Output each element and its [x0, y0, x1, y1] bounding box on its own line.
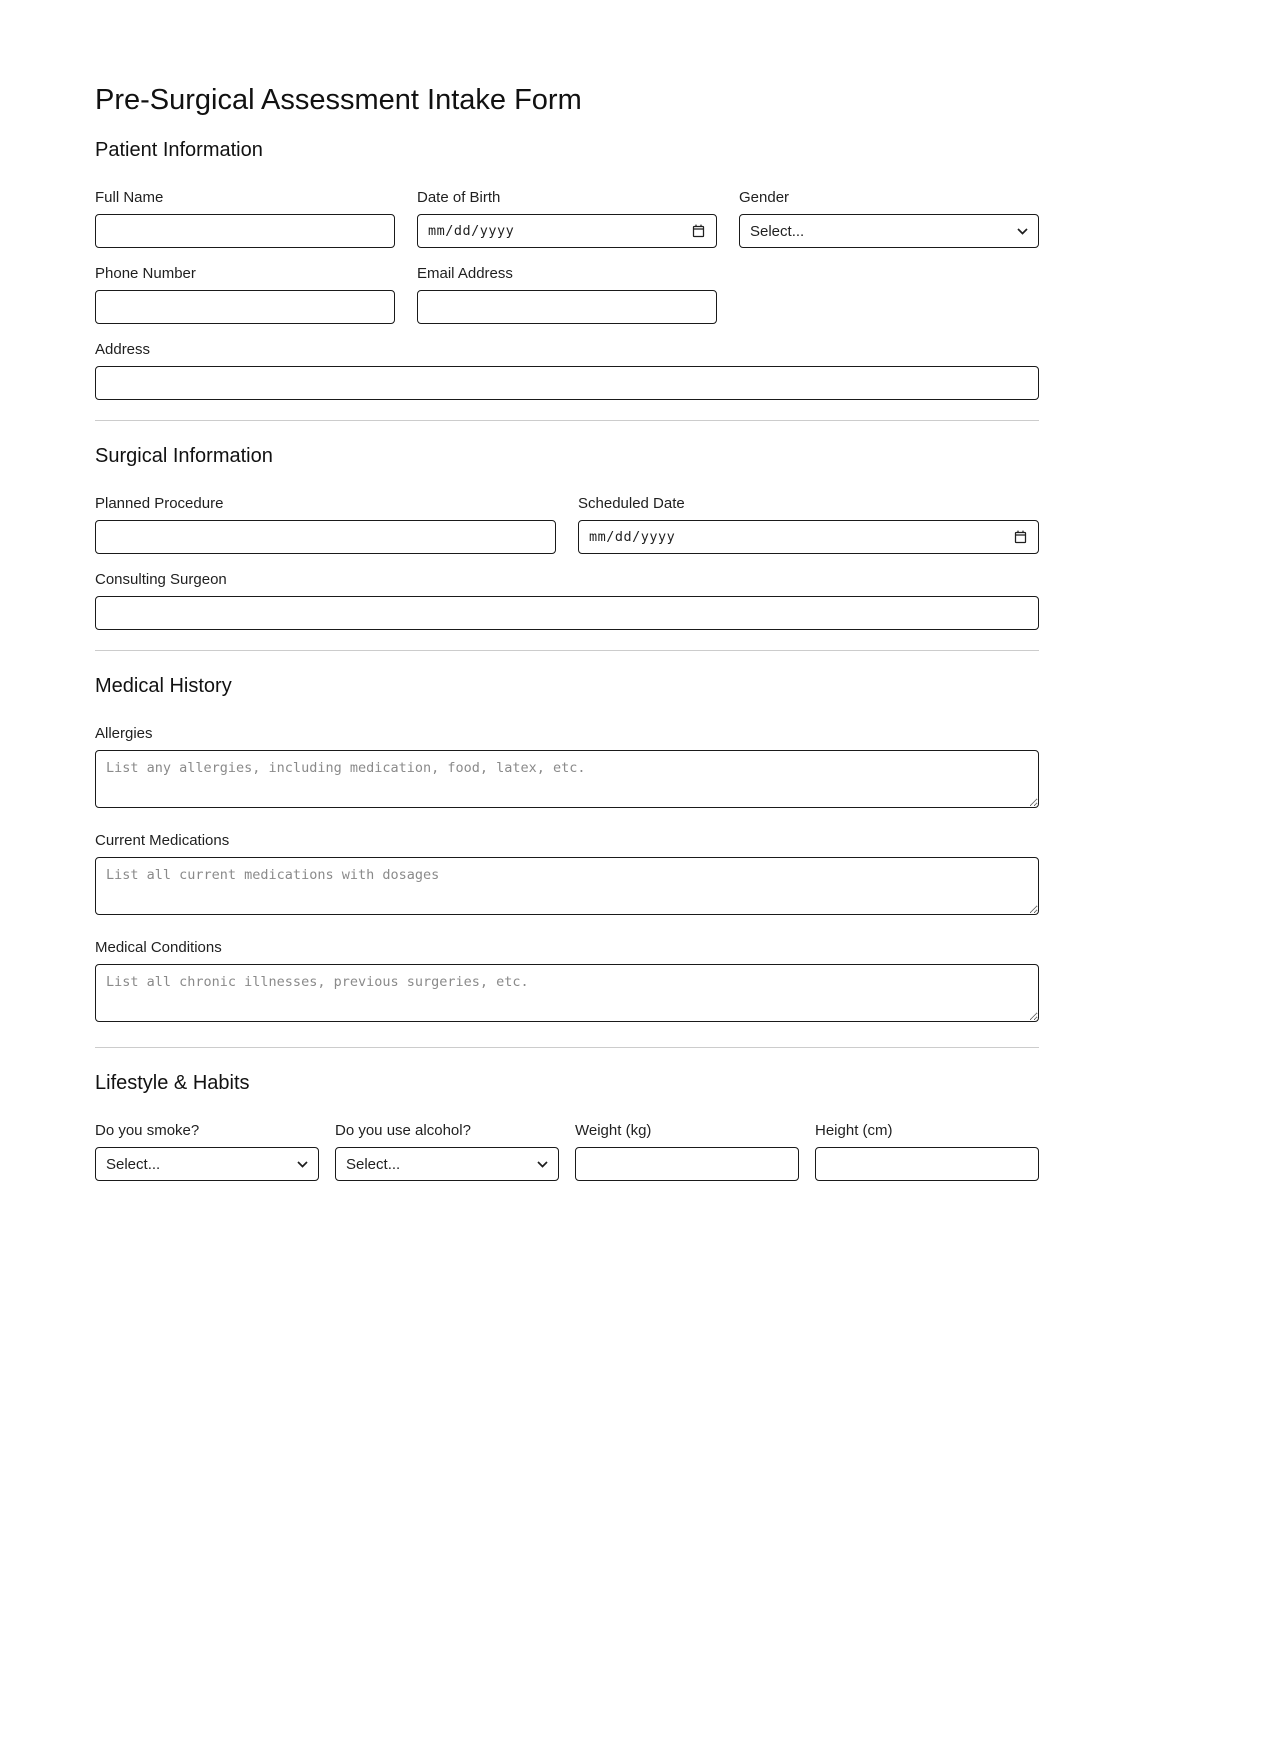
gender-label: Gender — [739, 189, 790, 206]
field-address — [95, 342, 1039, 400]
do-you-use-alcohol-selected-value: Select... — [346, 1155, 401, 1173]
section-patient-information — [95, 139, 1039, 400]
do-you-smoke-selected-value: Select... — [106, 1155, 161, 1173]
date-of-birth-placeholder: mm/dd/yyyy — [428, 223, 515, 239]
full-name-input[interactable] — [95, 214, 395, 248]
address-label: Address — [95, 341, 151, 358]
section-medical-history — [95, 675, 1039, 1027]
section-lifestyle-habits — [95, 1072, 1039, 1181]
current-medications-label: Current Medications — [95, 832, 230, 849]
spacer — [739, 266, 1039, 324]
intake-form — [95, 0, 1039, 1181]
medical-conditions-textarea[interactable] — [95, 964, 1039, 1022]
field-date-of-birth — [417, 190, 717, 248]
chevron-down-icon — [1017, 228, 1028, 235]
calendar-icon[interactable] — [1013, 530, 1028, 545]
date-of-birth-input[interactable] — [417, 214, 717, 248]
scheduled-date-placeholder: mm/dd/yyyy — [589, 529, 676, 545]
section-divider — [95, 1047, 1039, 1048]
email-address-input[interactable] — [417, 290, 717, 324]
email-address-label: Email Address — [417, 265, 513, 282]
patient-information-heading: Patient Information — [95, 139, 263, 161]
field-height — [815, 1123, 1039, 1181]
do-you-use-alcohol-select[interactable] — [335, 1147, 559, 1181]
consulting-surgeon-label: Consulting Surgeon — [95, 571, 227, 588]
weight-input[interactable] — [575, 1147, 799, 1181]
scheduled-date-label: Scheduled Date — [578, 495, 685, 512]
field-do-you-smoke — [95, 1123, 319, 1181]
do-you-smoke-label: Do you smoke? — [95, 1122, 200, 1139]
weight-label: Weight (kg) — [575, 1122, 652, 1139]
section-divider — [95, 420, 1039, 421]
phone-number-label: Phone Number — [95, 265, 196, 282]
planned-procedure-input[interactable] — [95, 520, 556, 554]
field-current-medications — [95, 833, 1039, 920]
scheduled-date-input[interactable] — [578, 520, 1039, 554]
date-of-birth-label: Date of Birth — [417, 189, 501, 206]
field-gender — [739, 190, 1039, 248]
do-you-use-alcohol-label: Do you use alcohol? — [335, 1122, 471, 1139]
allergies-label: Allergies — [95, 725, 153, 742]
field-email-address — [417, 266, 717, 324]
full-name-label: Full Name — [95, 189, 164, 206]
field-full-name — [95, 190, 395, 248]
chevron-down-icon — [537, 1161, 548, 1168]
field-weight — [575, 1123, 799, 1181]
lifestyle-habits-heading: Lifestyle & Habits — [95, 1072, 250, 1094]
section-surgical-information — [95, 445, 1039, 630]
field-allergies — [95, 726, 1039, 813]
medical-history-heading: Medical History — [95, 675, 232, 697]
field-medical-conditions — [95, 940, 1039, 1027]
field-planned-procedure — [95, 496, 556, 554]
field-do-you-use-alcohol — [335, 1123, 559, 1181]
medical-conditions-label: Medical Conditions — [95, 939, 222, 956]
height-input[interactable] — [815, 1147, 1039, 1181]
gender-select[interactable] — [739, 214, 1039, 248]
field-consulting-surgeon — [95, 572, 1039, 630]
allergies-textarea[interactable] — [95, 750, 1039, 808]
planned-procedure-label: Planned Procedure — [95, 495, 224, 512]
current-medications-textarea[interactable] — [95, 857, 1039, 915]
consulting-surgeon-input[interactable] — [95, 596, 1039, 630]
height-label: Height (cm) — [815, 1122, 893, 1139]
surgical-information-heading: Surgical Information — [95, 445, 273, 467]
field-phone-number — [95, 266, 395, 324]
chevron-down-icon — [297, 1161, 308, 1168]
section-divider — [95, 650, 1039, 651]
page-title: Pre-Surgical Assessment Intake Form — [95, 84, 582, 116]
phone-number-input[interactable] — [95, 290, 395, 324]
do-you-smoke-select[interactable] — [95, 1147, 319, 1181]
address-input[interactable] — [95, 366, 1039, 400]
gender-selected-value: Select... — [750, 222, 805, 240]
calendar-icon[interactable] — [691, 224, 706, 239]
field-scheduled-date — [578, 496, 1039, 554]
